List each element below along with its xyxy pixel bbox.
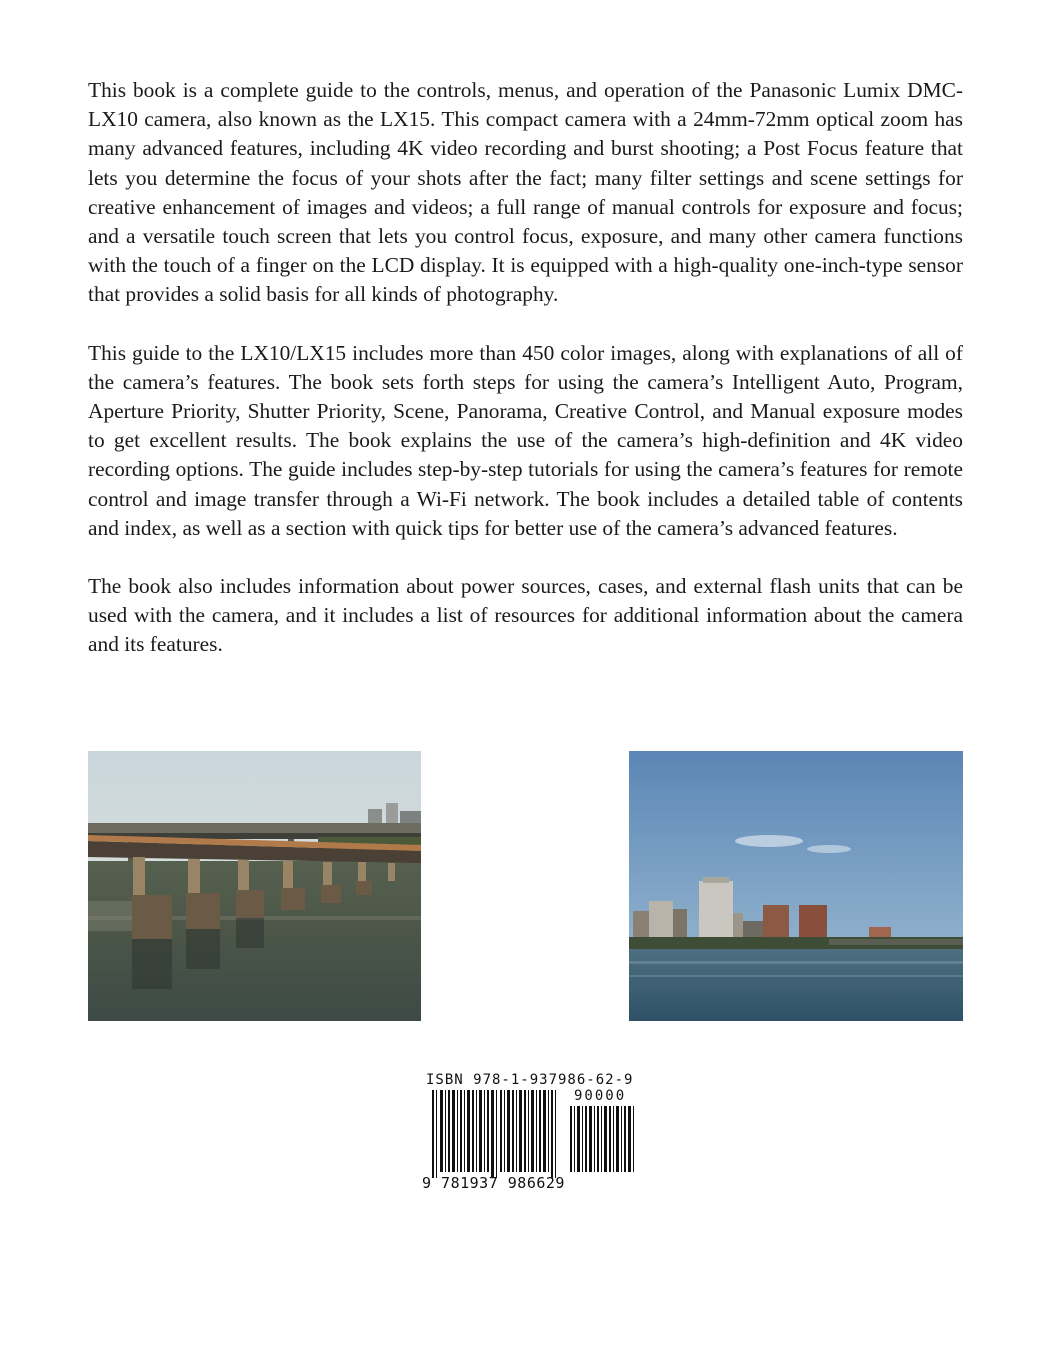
description-paragraph-1: This book is a complete guide to the controls, menus, and operation of the Panasonic Lumix DMC-LX10 camera, also known as the LX15. This compact camera with a 24mm-72mm optical zoom has many advanced features, including 4K video recording and burst shooting; a Post Focus feature that lets you determine the focus of your shots after the fact; many filter settings and scene settings for creative enhancement of images and videos; a full range of manual controls for exposure and focus; and a versatile touch screen that lets you control focus, exposure, and many other camera functions with the touch of a finger on the LCD display. It is equipped with a high-quality one-inch-type sensor that provides a solid basis for all kinds of photography. xyxy=(88,78,963,307)
isbn-barcode xyxy=(422,1072,640,1192)
description-paragraph-3: The book also includes information about power sources, cases, and external flash units that can be used with the camera, and it includes a list of resources for additional information about the camera and its features. xyxy=(88,574,963,657)
barcode-addon-digits: 90000 xyxy=(574,1088,627,1104)
description-paragraph-2: This guide to the LX10/LX15 includes more than 450 color images, along with explanations of all of the camera’s features. The book sets forth steps for using the camera’s Intelligent Auto, Program, Aperture Priority, Shutter Priority, Scene, Panorama, Creative Control, and Manual exposure modes to get excellent results. The book explains the use of the camera’s high-definition and 4K video recording options. The guide includes step-by-step tutorials for using the camera’s features for remote control and image transfer through a Wi-Fi network. The book includes a detailed table of contents and index, as well as a section with quick tips for better use of the camera’s advanced features. xyxy=(88,340,963,540)
isbn-label: ISBN 978-1-937986-62-9 xyxy=(426,1072,634,1088)
skyline-photo xyxy=(629,751,963,1021)
book-description xyxy=(88,76,963,689)
barcode-ean-digits: 9 781937 986629 xyxy=(422,1174,565,1192)
bridge-photo xyxy=(88,751,421,1021)
